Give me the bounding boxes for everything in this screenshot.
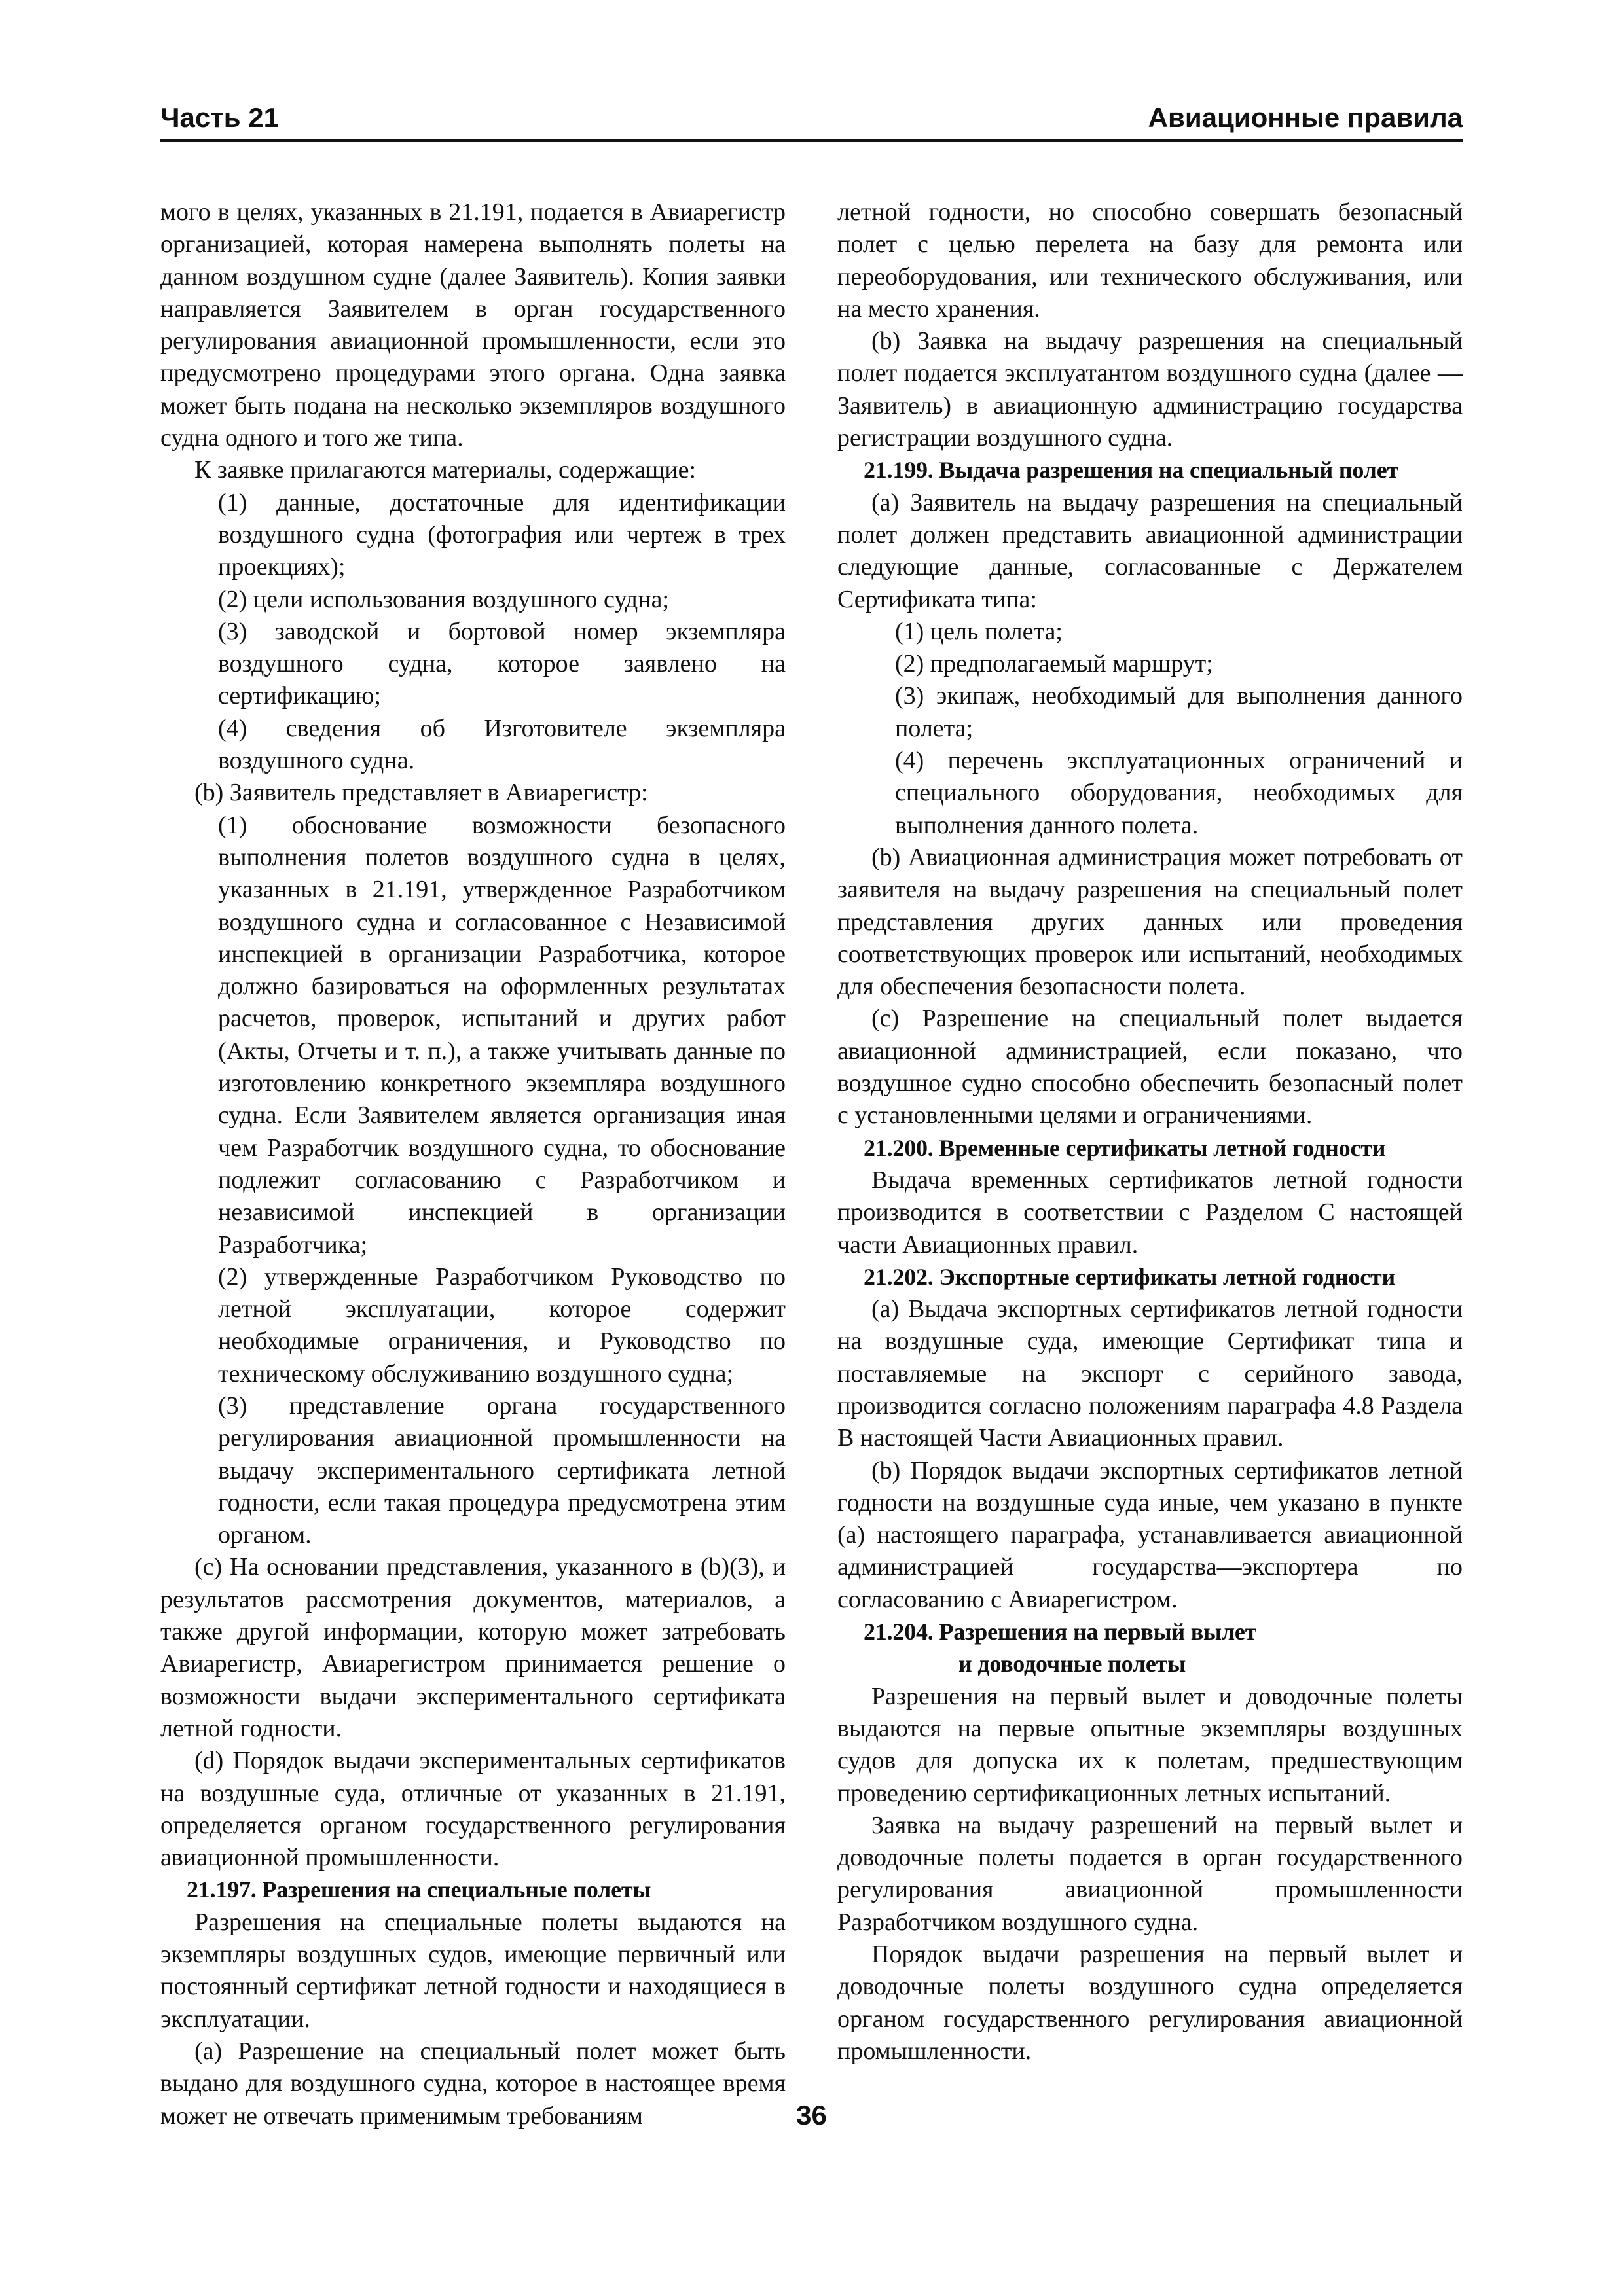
section-heading-text: 21.200. Временные сертификаты летной годности: [864, 1134, 1386, 1161]
section-heading: [837, 454, 1463, 486]
section-heading: [160, 1874, 786, 1906]
list-item: (4) сведения об Изготовителе экземпляра воздушного судна.: [218, 714, 786, 775]
section-heading-text: 21.197. Разрешения на специальные полеты: [187, 1876, 651, 1903]
paragraph: Заявка на выдачу разрешений на первый вылет и доводочные полеты подается в орган государственного регулирования авиационной промышленности Разработчиком воздушного судна.: [837, 1811, 1463, 1936]
section-heading-text: 21.202. Экспортные сертификаты летной годности: [864, 1263, 1396, 1290]
right-column: [837, 196, 1463, 2068]
header-document-title: Авиационные правила: [1148, 102, 1463, 133]
section-heading-text: 21.204. Разрешения на первый вылет: [864, 1619, 1257, 1645]
paragraph: Разрешения на первый вылет и доводочные полеты выдаются на первые опытные экземпляры воздушных судов для допуска их к полетам, предшествующим проведению сертификационных летных испытаний.: [837, 1682, 1463, 1807]
paragraph: (c) На основании представления, указанного в (b)(3), и результатов рассмотрения документов, материалов, а также другой информации, которую может затребовать Авиарегистр, Авиарегистром принимается решение о возможности выдачи экспериментального сертификата летной годности.: [160, 1553, 786, 1742]
left-column: [160, 196, 786, 2132]
list-item: (3) представление органа государственного регулирования авиационной промышленности на выдачу экспериментального сертификата летной годности, если такая процедура предусмотрена этим органом.: [218, 1391, 786, 1549]
paragraph: Порядок выдачи разрешения на первый вылет и доводочные полеты воздушного судна определяется органом государственного регулирования авиационной промышленности.: [837, 1941, 1463, 2065]
paragraph: (a) Разрешение на специальный полет может быть выдано для воздушного судна, которое в настоящее время может не отвечать применимым требованиям: [160, 2037, 786, 2130]
paragraph: (b) Порядок выдачи экспортных сертификатов летной годности на воздушные суда иные, чем указано в пункте (a) настоящего параграфа, устанавливается авиационной администрацией государства—экспортера по согласованию с Авиарегистром.: [837, 1456, 1463, 1613]
section-heading: [837, 1261, 1463, 1293]
list-item: (2) предполагаемый маршрут;: [895, 650, 1213, 678]
paragraph: (d) Порядок выдачи экспериментальных сертификатов на воздушные суда, отличные от указанных в 21.191, определяется органом государственного регулирования авиационной промышленности.: [160, 1747, 786, 1872]
paragraph: (a) Выдача экспортных сертификатов летной годности на воздушные суда, имеющие Сертификат типа и поставляемые на экспорт с серийного завода, производится согласно положениям параграфа 4.8 Раздела В настоящей Части Авиационных правил.: [837, 1295, 1463, 1452]
list-item: (3) экипаж, необходимый для выполнения данного полета;: [895, 682, 1463, 742]
section-heading-text-continued: и доводочные полеты: [958, 1651, 1186, 1677]
page-header: [160, 97, 1463, 142]
paragraph: (a) Заявитель на выдачу разрешения на специальный полет должен представить авиационной администрации следующие данные, согласованные с Держателем Сертификата типа:: [837, 488, 1463, 613]
paragraph: (b) Заявка на выдачу разрешения на специальный полет подается эксплуатантом воздушного судна (далее — Заявитель) в авиационную администрацию государства регистрации воздушного судна.: [837, 327, 1463, 452]
paragraph: мого в целях, указанных в 21.191, подается в Авиарегистр организацией, которая намерена выполнять полеты на данном воздушном судне (далее Заявитель). Копия заявки направляется Заявителем в орган государственного регулирования авиационной промышленности, если это предусмотрено процедурами этого органа. Одна заявка может быть подана на несколько экземпляров воздушного судна одного и того же типа.: [160, 198, 786, 452]
list-item: (3) заводской и бортовой номер экземпляра воздушного судна, которое заявлено на сертификацию;: [218, 617, 786, 710]
section-heading-text: 21.199. Выдача разрешения на специальный полет: [864, 457, 1399, 484]
list-item: (4) перечень эксплуатационных ограничений и специального оборудования, необходимых для выполнения данного полета.: [895, 747, 1463, 839]
section-heading: [837, 1616, 1463, 1681]
section-heading: [837, 1132, 1463, 1164]
list-item: (1) данные, достаточные для идентификации воздушного судна (фотография или чертеж в трех проекциях);: [218, 488, 786, 581]
paragraph: (b) Заявитель представляет в Авиарегистр:: [194, 779, 648, 807]
paragraph: (b) Авиационная администрация может потребовать от заявителя на выдачу разрешения на специальный полет представления других данных или проведения соответствующих проверок или испытаний, необходимых для обеспечения безопасности полета.: [837, 843, 1463, 1001]
paragraph: Разрешения на специальные полеты выдаются на экземпляры воздушных судов, имеющие первичный или постоянный сертификат летной годности и находящиеся в эксплуатации.: [160, 1908, 786, 2033]
list-item: (2) цели использования воздушного судна;: [218, 585, 670, 613]
page-number: 36: [796, 2100, 827, 2130]
paragraph: Выдача временных сертификатов летной годности производится в соответствии с Разделом С настоящей части Авиационных правил.: [837, 1166, 1463, 1259]
header-part-title: Часть 21: [160, 102, 280, 133]
paragraph: летной годности, но способно совершать безопасный полет с целью перелета на базу для ремонта или переоборудования, или технического обслуживания, или на место хранения.: [837, 198, 1463, 323]
list-item: (1) обоснование возможности безопасного выполнения полетов воздушного судна в целях, указанных в 21.191, утвержденное Разработчиком воздушного судна и согласованное с Независимой инспекцией в организации Разработчика, которое должно базироваться на оформленных результатах расчетов, проверок, испытаний и других работ (Акты, Отчеты и т. п.), а также учитывать данные по изготовлению конкретного экземпляра воздушного судна. Если Заявителем является организация иная чем Разработчик воздушного судна, то обоснование подлежит согласованию с Разработчиком и независимой инспекцией в организации Разработчика;: [218, 811, 786, 1259]
paragraph: (c) Разрешение на специальный полет выдается авиационной администрацией, если показано, что воздушное судно способно обеспечить безопасный полет с установленными целями и ограничениями.: [837, 1005, 1463, 1130]
paragraph: К заявке прилагаются материалы, содержащие:: [194, 456, 697, 484]
list-item: (1) цель полета;: [895, 617, 1063, 645]
list-item: (2) утвержденные Разработчиком Руководство по летной эксплуатации, которое содержит необходимые ограничения, и Руководство по техническому обслуживанию воздушного судна;: [218, 1263, 786, 1388]
